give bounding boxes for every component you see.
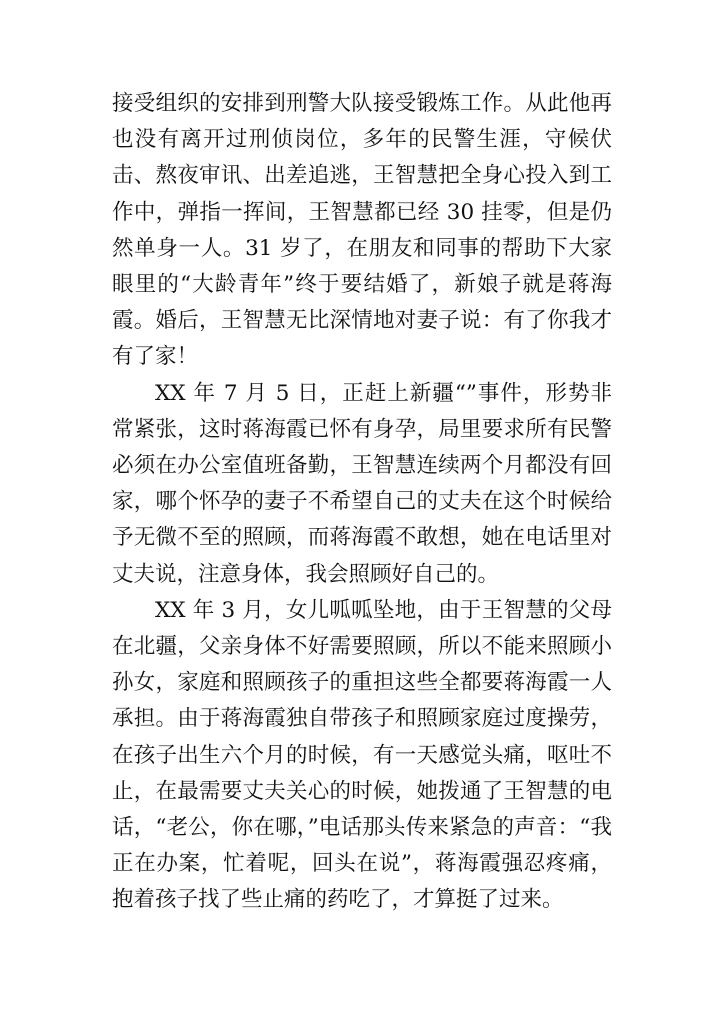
paragraph-2: XX 年 7 月 5 日，正赶上新疆“”事件，形势非常紧张，这时蒋海霞已怀有身孕，局里要求所有民警必须在办公室值班备勤，王智慧连续两个月都没有回家，哪个怀孕的妻子不希望自己的丈夫在这个时候给予无微不至的照顾，而蒋海霞不敢想，她在电话里对丈夫说，注意身体，我会照顾好自己的。 [112, 380, 612, 587]
paragraph-1: 接受组织的安排到刑警大队接受锻炼工作。从此他再也没有离开过刑侦岗位，多年的民警生涯，守候伏击、熬夜审讯、出差追逃，王智慧把全身心投入到工作中，弹指一挥间，王智慧都已经 30 挂零，但是仍然单身一人。31 岁了，在朋友和同事的帮助下大家眼里的“大龄青年”终于要结婚了，新娘子就是蒋海霞。婚后，王智慧无比深情地对妻子说：有了你我才有了家！ [112, 91, 612, 370]
document-page [112, 86, 612, 919]
paragraph-3: XX 年 3 月，女儿呱呱坠地，由于王智慧的父母在北疆，父亲身体不好需要照顾，所以不能来照顾小孙女，家庭和照顾孩子的重担这些全都要蒋海霞一人承担。由于蒋海霞独自带孩子和照顾家庭过度操劳，在孩子出生六个月的时候，有一天感觉头痛，呕吐不止，在最需要丈夫关心的时候，她拨通了王智慧的电话，“老公，你在哪，”电话那头传来紧急的声音：“我正在办案，忙着呢，回头在说”，蒋海霞强忍疼痛，抱着孩子找了些止痛的药吃了，才算挺了过来。 [112, 597, 612, 913]
